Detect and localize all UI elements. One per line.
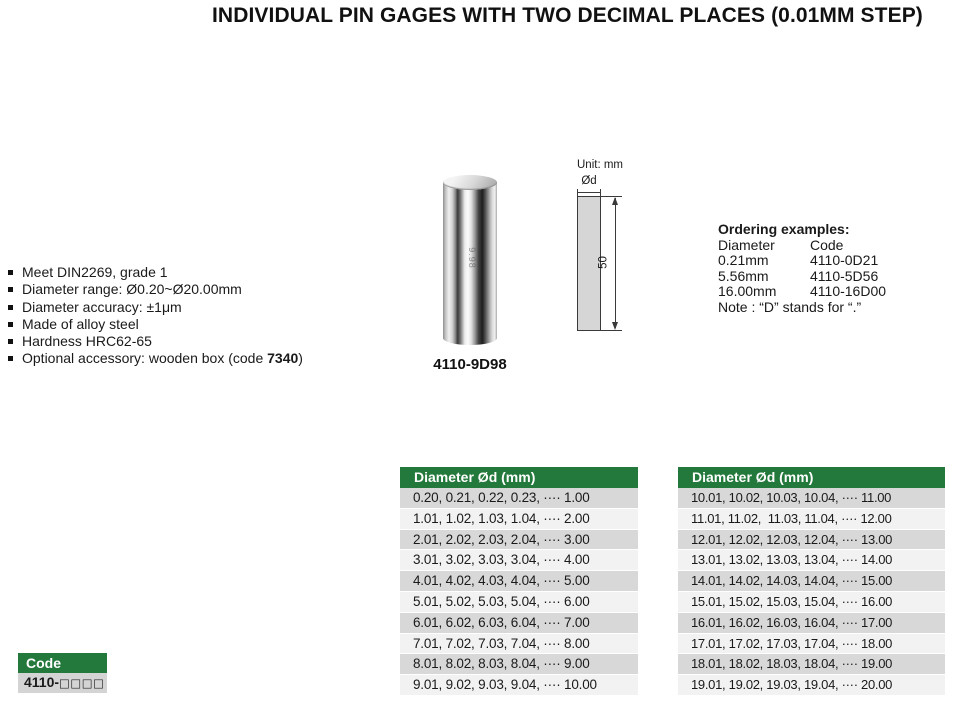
table-row: 3.01, 3.02, 3.03, 3.04, ···· 4.00 [400, 550, 638, 571]
table-row: 17.01, 17.02, 17.03, 17.04, ···· 18.00 [678, 634, 945, 655]
code-prefix: 4110- [24, 674, 60, 690]
diameter-dimension-line [577, 192, 601, 193]
pin-gage-photo [443, 175, 497, 345]
table-row: 16.01, 16.02, 16.03, 16.04, ···· 17.00 [678, 613, 945, 634]
feature-list [8, 264, 303, 368]
feature-item [8, 333, 303, 350]
feature-text-suffix: ) [298, 350, 303, 367]
feature-item [8, 264, 303, 281]
table-row: 8.01, 8.02, 8.03, 8.04, ···· 9.00 [400, 654, 638, 675]
diameter-table-left [400, 467, 638, 696]
table-row: 19.01, 19.02, 19.03, 19.04, ···· 20.00 [678, 675, 945, 696]
extension-line-bottom [601, 330, 622, 331]
feature-text: Meet DIN2269, grade 1 [22, 264, 168, 280]
ordering-note: Note : “D” stands for “.” [718, 298, 862, 315]
feature-text: Optional accessory: wooden box (code [22, 350, 268, 367]
ordering-diameter: 5.56mm [718, 267, 769, 284]
code-box-header: Code [18, 653, 107, 673]
ordering-row [718, 269, 886, 285]
arrow-down-icon [612, 322, 618, 330]
column-code: Code [810, 236, 844, 253]
code-placeholder-squares: □□□□ [59, 676, 105, 690]
ordering-title: Ordering examples: [718, 221, 850, 237]
code-box-value [18, 673, 107, 693]
bullet-square-icon [8, 287, 13, 292]
table-row: 5.01, 5.02, 5.03, 5.04, ···· 6.00 [400, 592, 638, 613]
pin-top-face [443, 175, 497, 190]
arrow-up-icon [612, 197, 618, 205]
feature-text: Diameter range: Ø0.20~Ø20.00mm [22, 281, 242, 298]
table-row: 6.01, 6.02, 6.03, 6.04, ···· 7.00 [400, 613, 638, 634]
bullet-square-icon [8, 339, 13, 344]
diameter-table-right [678, 467, 945, 696]
ordering-column-headers [718, 238, 886, 254]
feature-item [8, 281, 303, 298]
length-dimension-label: 50 [597, 256, 610, 269]
column-diameter: Diameter [718, 236, 775, 253]
feature-text: Made of alloy steel [22, 315, 139, 332]
table-row: 10.01, 10.02, 10.03, 10.04, ···· 11.00 [678, 488, 945, 509]
table-header: Diameter Ød (mm) [400, 467, 638, 488]
table-row: 4.01, 4.02, 4.03, 4.04, ···· 5.00 [400, 571, 638, 592]
bullet-square-icon [8, 356, 13, 361]
ordering-code: 4110-5D56 [810, 267, 879, 284]
ordering-examples [718, 222, 886, 316]
ordering-code: 4110-16D00 [810, 283, 887, 300]
feature-item [8, 316, 303, 333]
diameter-dimension-label: Ød [581, 175, 597, 187]
table-row: 12.01, 12.02, 12.03, 12.04, ···· 13.00 [678, 530, 945, 551]
table-row: 13.01, 13.02, 13.03, 13.04, ···· 14.00 [678, 550, 945, 571]
dimension-tick [577, 189, 578, 196]
accessory-code: 7340 [267, 350, 299, 367]
unit-label: Unit: mm [577, 159, 623, 171]
ordering-code: 4110-0D21 [810, 252, 879, 269]
bullet-square-icon [8, 270, 13, 275]
dimension-tick [600, 189, 601, 196]
table-row: 14.01, 14.02, 14.03, 14.04, ···· 15.00 [678, 571, 945, 592]
table-row: 11.01, 11.02, 11.03, 11.04, ···· 12.00 [678, 509, 945, 530]
bullet-square-icon [8, 305, 13, 310]
ordering-diameter: 0.21mm [718, 252, 769, 269]
feature-text: Hardness HRC62-65 [22, 333, 152, 350]
table-row: 0.20, 0.21, 0.22, 0.23, ···· 1.00 [400, 488, 638, 509]
table-row: 7.01, 7.02, 7.03, 7.04, ···· 8.00 [400, 634, 638, 655]
length-dimension-line [615, 198, 616, 328]
table-row: 15.01, 15.02, 15.03, 15.04, ···· 16.00 [678, 592, 945, 613]
product-code-label: 4110-9D98 [433, 356, 507, 373]
bullet-square-icon [8, 322, 13, 327]
feature-item-accessory [8, 350, 303, 367]
ordering-row [718, 253, 886, 269]
table-row: 2.01, 2.02, 2.03, 2.04, ···· 3.00 [400, 530, 638, 551]
feature-text: Diameter accuracy: ±1μm [22, 298, 182, 315]
feature-item [8, 299, 303, 316]
pin-engraving-text: 9.98 [466, 247, 477, 269]
ordering-row [718, 284, 886, 300]
table-row: 18.01, 18.02, 18.03, 18.04, ···· 19.00 [678, 654, 945, 675]
table-header: Diameter Ød (mm) [678, 467, 945, 488]
table-row: 9.01, 9.02, 9.03, 9.04, ···· 10.00 [400, 675, 638, 696]
table-row: 1.01, 1.02, 1.03, 1.04, ···· 2.00 [400, 509, 638, 530]
page-title: INDIVIDUAL PIN GAGES WITH TWO DECIMAL PLACES (0.01MM STEP) [212, 4, 923, 27]
ordering-diameter: 16.00mm [718, 283, 777, 300]
